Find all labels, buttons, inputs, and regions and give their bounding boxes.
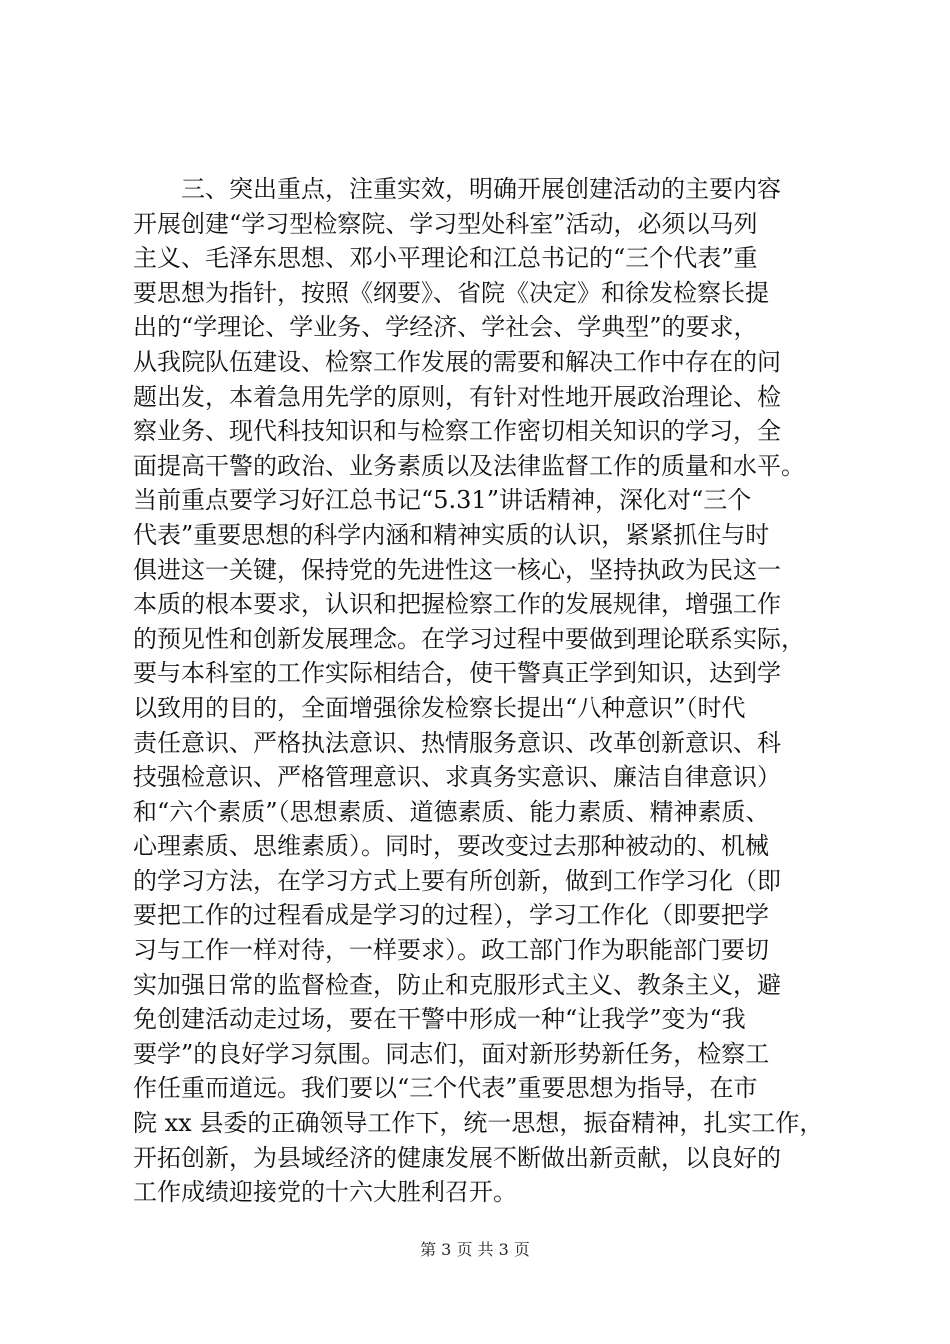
text-line: 出的“学理论、学业务、学经济、学社会、学典型”的要求， [133, 313, 758, 342]
text-line: 要把工作的过程看成是学习的过程），学习工作化（即要把学 [133, 901, 769, 930]
text-line: 要与本科室的工作实际相结合，使干警真正学到知识，达到学 [133, 659, 781, 688]
text-line: 院 xx 县委的正确领导工作下，统一思想，振奋精神，扎实工作， [133, 1109, 824, 1138]
text-line: 开拓创新，为县域经济的健康发展不断做出新贡献，以良好的 [133, 1143, 781, 1172]
text-line: 免创建活动走过场，要在干警中形成一种“让我学”变为“我 [133, 1005, 746, 1034]
document-body [133, 172, 853, 1210]
text-line: 代表”重要思想的科学内涵和精神实质的认识，紧紧抓住与时 [133, 520, 770, 549]
text-line: 主义、毛泽东思想、邓小平理论和江总书记的“三个代表”重 [133, 244, 758, 273]
text-line: 本质的根本要求，认识和把握检察工作的发展规律，增强工作 [133, 590, 781, 619]
text-line: 工作成绩迎接党的十六大胜利召开。 [133, 1178, 517, 1207]
page-number-label: 第 3 页 共 3 页 [420, 1240, 530, 1259]
text-line: 作任重而道远。我们要以“三个代表”重要思想为指导，在市 [133, 1074, 758, 1103]
text-line: 责任意识、严格执法意识、热情服务意识、改革创新意识、科 [133, 728, 781, 757]
text-line: 面提高干警的政治、业务素质以及法律监督工作的质量和水平。 [133, 451, 805, 480]
text-line: 俱进这一关键，保持党的先进性这一核心，坚持执政为民这一 [133, 555, 781, 584]
text-line: 题出发，本着急用先学的原则，有针对性地开展政治理论、检 [133, 382, 781, 411]
text-line: 的学习方法，在学习方式上要有所创新，做到工作学习化（即 [133, 866, 781, 895]
text-line: 的预见性和创新发展理念。在学习过程中要做到理论联系实际， [133, 624, 805, 653]
text-line: 和“六个素质”（思想素质、道德素质、能力素质、精神素质、 [133, 797, 770, 826]
text-line: 要思想为指针，按照《纲要》、省院《决定》和徐发检察长提 [133, 278, 769, 307]
text-line: 实加强日常的监督检查，防止和克服形式主义、教条主义，避 [133, 970, 781, 999]
text-line: 技强检意识、严格管理意识、求真务实意识、廉洁自律意识） [133, 763, 781, 792]
text-line: 当前重点要学习好江总书记“5.31”讲话精神，深化对“三个 [133, 486, 752, 515]
text-line: 开展创建“学习型检察院、学习型处科室”活动，必须以马列 [133, 209, 758, 238]
text-line: 习与工作一样对待，一样要求）。政工部门作为职能部门要切 [133, 936, 769, 965]
text-line: 察业务、现代科技知识和与检察工作密切相关知识的学习，全 [133, 417, 781, 446]
text-line: 要学”的良好学习氛围。同志们，面对新形势新任务，检察工 [133, 1039, 770, 1068]
text-line: 从我院队伍建设、检察工作发展的需要和解决工作中存在的问 [133, 347, 781, 376]
page-footer [0, 1240, 950, 1260]
text-line: 以致用的目的，全面增强徐发检察长提出“八种意识”（时代 [133, 693, 746, 722]
text-line: 心理素质、思维素质）。同时，要改变过去那种被动的、机械 [133, 832, 769, 861]
text-line: 三、突出重点，注重实效，明确开展创建活动的主要内容 [133, 175, 781, 203]
